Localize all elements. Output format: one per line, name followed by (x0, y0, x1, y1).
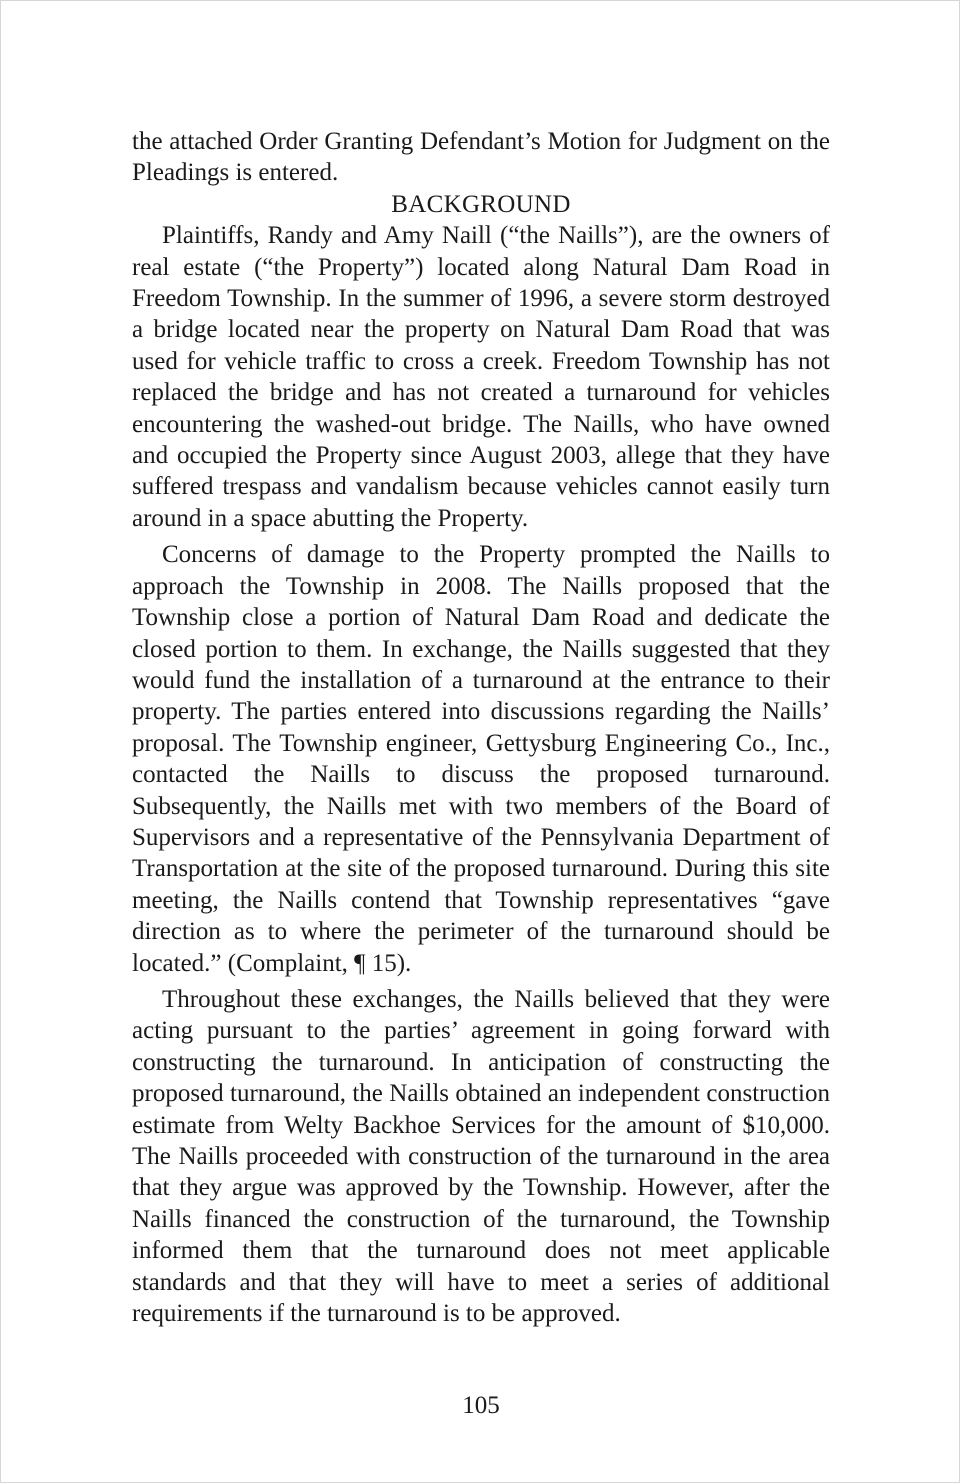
paragraph-background-1: Plaintiffs, Randy and Amy Naill (“the Naills”), are the owners of real estate (“the Property”) located along Natural Dam Road in Freedom Township. In the summer of 1996, a severe storm destroyed a bridge located near the property on Natural Dam Road that was used for vehicle traffic to cross a creek. Freedom Township has not replaced the bridge and has not created a turnaround for vehicles encountering the washed-out bridge. The Naills, who have owned and occupied the Property since August 2003, allege that they have suffered trespass and vandalism because vehicles cannot easily turn around in a space abutting the Property. (132, 222, 830, 532)
page-number: 105 (462, 1392, 500, 1419)
body-text (132, 126, 830, 1329)
section-heading: BACKGROUND (391, 190, 571, 218)
paragraph-background-3: Throughout these exchanges, the Naills believed that they were acting pursuant to the parties’ agreement in going forward with constructing the turnaround. In anticipation of constructing the proposed turnaround, the Naills obtained an independent construction estimate from Welty Backhoe Services for the amount of $10,000. The Naills proceeded with construction of the turnaround in the area that they argue was approved by the Township. However, after the Naills financed the construction of the turnaround, the Township informed them that the turnaround does not meet applicable standards and that they will have to meet a series of additional requirements if the turnaround is to be approved. (132, 985, 830, 1328)
opening-paragraph: the attached Order Granting Defendant’s Motion for Judgment on the Pleadings is entered. (132, 128, 830, 187)
paragraph-background-2: Concerns of damage to the Property prompted the Naills to approach the Township in 2008. The Naills proposed that the Township close a portion of Natural Dam Road and dedicate the closed portion to them. In exchange, the Naills suggested that they would fund the installation of a turnaround at the entrance to their property. The parties entered into discussions regarding the Naills’ proposal. The Township engineer, Gettysburg Engineering Co., Inc., contacted the Naills to discuss the proposed turnaround. Subsequently, the Naills met with two members of the Board of Supervisors and a representative of the Pennsylvania Department of Transportation at the site of the proposed turnaround. During this site meeting, the Naills contend that Township representatives “gave direction as to where the perimeter of the turnaround should be located.” (Complaint, ¶ 15). (132, 541, 830, 977)
